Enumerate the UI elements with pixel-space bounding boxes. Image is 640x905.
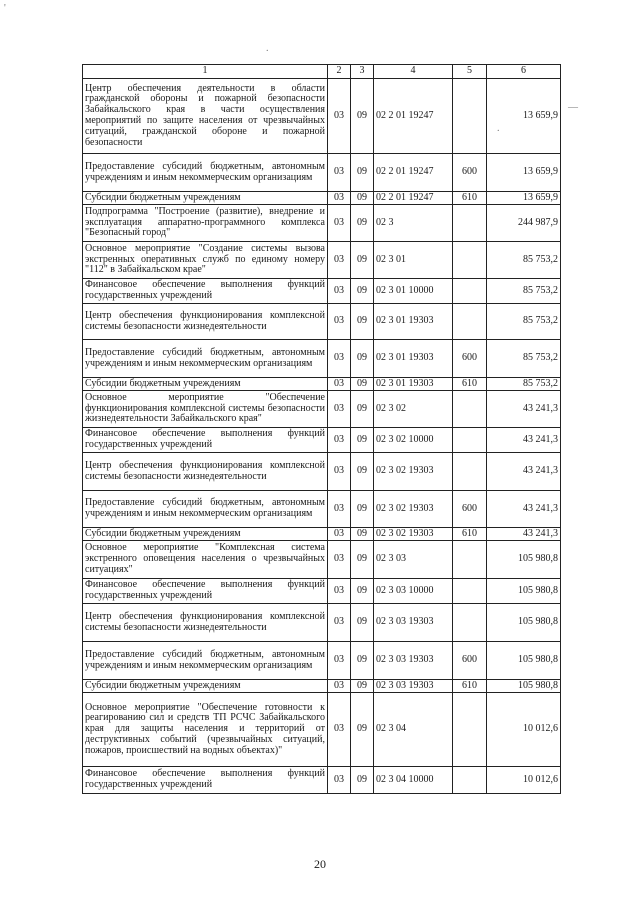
cell-rz: 03 — [328, 378, 351, 391]
cell-pr: 09 — [351, 453, 374, 491]
cell-vr: 610 — [453, 680, 487, 693]
cell-vr — [453, 604, 487, 642]
cell-rz: 03 — [328, 693, 351, 767]
cell-sum: 85 753,2 — [487, 242, 561, 279]
cell-name: Предоставление субсидий бюджетным, автономным учреждениям и иным некоммерческим организациям — [83, 642, 328, 680]
cell-rz: 03 — [328, 642, 351, 680]
table-row — [83, 453, 561, 491]
cell-csr: 02 3 — [374, 205, 453, 242]
cell-rz: 03 — [328, 154, 351, 192]
cell-pr: 09 — [351, 154, 374, 192]
cell-name: Предоставление субсидий бюджетным, автономным учреждениям и иным некоммерческим организациям — [83, 340, 328, 378]
table-row — [83, 391, 561, 428]
cell-rz: 03 — [328, 242, 351, 279]
header-cell: 5 — [453, 65, 487, 79]
cell-pr: 09 — [351, 378, 374, 391]
cell-csr: 02 3 03 19303 — [374, 642, 453, 680]
cell-name: Финансовое обеспечение выполнения функций государственных учреждений — [83, 579, 328, 604]
cell-vr: 600 — [453, 642, 487, 680]
table-row — [83, 693, 561, 767]
cell-csr: 02 3 02 19303 — [374, 491, 453, 528]
cell-csr: 02 2 01 19247 — [374, 79, 453, 154]
cell-sum: 105 980,8 — [487, 642, 561, 680]
table-row — [83, 279, 561, 304]
cell-csr: 02 3 01 19303 — [374, 304, 453, 340]
table-row — [83, 205, 561, 242]
cell-sum: 43 241,3 — [487, 391, 561, 428]
table-row — [83, 541, 561, 579]
cell-pr: 09 — [351, 242, 374, 279]
cell-name: Финансовое обеспечение выполнения функций государственных учреждений — [83, 428, 328, 453]
cell-name: Финансовое обеспечение выполнения функций государственных учреждений — [83, 767, 328, 794]
scan-speck: — — [568, 102, 578, 113]
cell-sum: 85 753,2 — [487, 340, 561, 378]
cell-csr: 02 3 01 10000 — [374, 279, 453, 304]
cell-sum: 13 659,9 — [487, 192, 561, 205]
cell-rz: 03 — [328, 391, 351, 428]
cell-name: Предоставление субсидий бюджетным, автономным учреждениям и иным некоммерческим организациям — [83, 491, 328, 528]
cell-csr: 02 3 02 19303 — [374, 528, 453, 541]
cell-rz: 03 — [328, 205, 351, 242]
cell-vr — [453, 391, 487, 428]
cell-csr: 02 3 02 — [374, 391, 453, 428]
cell-name: Основное мероприятие "Обеспечение функционирования комплексной системы безопасности жизнедеятельности Забайкальского края" — [83, 391, 328, 428]
header-cell: 6 — [487, 65, 561, 79]
cell-name: Подпрограмма "Построение (развитие), внедрение и эксплуатация аппаратно-программного комплекса "Безопасный город" — [83, 205, 328, 242]
cell-sum: 105 980,8 — [487, 604, 561, 642]
cell-pr: 09 — [351, 579, 374, 604]
cell-vr — [453, 541, 487, 579]
cell-vr — [453, 579, 487, 604]
cell-name: Основное мероприятие "Создание системы вызова экстренных оперативных служб по единому номеру "112" в Забайкальском крае" — [83, 242, 328, 279]
table-row — [83, 192, 561, 205]
cell-pr: 09 — [351, 528, 374, 541]
cell-sum: 43 241,3 — [487, 453, 561, 491]
cell-rz: 03 — [328, 541, 351, 579]
cell-vr: 600 — [453, 340, 487, 378]
cell-rz: 03 — [328, 304, 351, 340]
cell-name: Основное мероприятие "Обеспечение готовности к реагированию сил и средств ТП РСЧС Забайкальского края для защиты населения и территорий от деструктивных событий (чрезвычайных ситуаций, пожаров, происшествий на водных объектах)" — [83, 693, 328, 767]
cell-csr: 02 3 01 19303 — [374, 378, 453, 391]
cell-csr: 02 3 03 19303 — [374, 680, 453, 693]
table-row — [83, 428, 561, 453]
cell-sum: 85 753,2 — [487, 304, 561, 340]
cell-vr: 600 — [453, 154, 487, 192]
header-cell: 3 — [351, 65, 374, 79]
cell-csr: 02 2 01 19247 — [374, 192, 453, 205]
cell-pr: 09 — [351, 491, 374, 528]
cell-pr: 09 — [351, 192, 374, 205]
table-row — [83, 642, 561, 680]
cell-sum: 10 012,6 — [487, 693, 561, 767]
table-row — [83, 154, 561, 192]
cell-name: Центр обеспечения функционирования комплексной системы безопасности жизнедеятельности — [83, 604, 328, 642]
cell-pr: 09 — [351, 340, 374, 378]
cell-vr — [453, 304, 487, 340]
table-row — [83, 340, 561, 378]
cell-name: Центр обеспечения функционирования комплексной системы безопасности жизнедеятельности — [83, 453, 328, 491]
table-row — [83, 491, 561, 528]
cell-vr: 600 — [453, 491, 487, 528]
cell-vr — [453, 767, 487, 794]
budget-table — [82, 64, 561, 794]
cell-sum: 105 980,8 — [487, 680, 561, 693]
cell-sum: 13 659,9 — [487, 154, 561, 192]
table-row — [83, 79, 561, 154]
cell-rz: 03 — [328, 453, 351, 491]
scan-speck: . — [266, 43, 269, 54]
cell-name: Субсидии бюджетным учреждениям — [83, 192, 328, 205]
cell-csr: 02 3 01 19303 — [374, 340, 453, 378]
table-row — [83, 579, 561, 604]
cell-rz: 03 — [328, 767, 351, 794]
cell-pr: 09 — [351, 391, 374, 428]
cell-name: Субсидии бюджетным учреждениям — [83, 680, 328, 693]
cell-vr — [453, 279, 487, 304]
cell-csr: 02 3 04 10000 — [374, 767, 453, 794]
table-row — [83, 242, 561, 279]
table-body — [83, 79, 561, 794]
cell-rz: 03 — [328, 680, 351, 693]
cell-name: Центр обеспечения функционирования комплексной системы безопасности жизнедеятельности — [83, 304, 328, 340]
table-row — [83, 528, 561, 541]
cell-sum: 105 980,8 — [487, 541, 561, 579]
cell-pr: 09 — [351, 604, 374, 642]
cell-csr: 02 2 01 19247 — [374, 154, 453, 192]
cell-pr: 09 — [351, 79, 374, 154]
cell-csr: 02 3 03 19303 — [374, 604, 453, 642]
cell-name: Финансовое обеспечение выполнения функций государственных учреждений — [83, 279, 328, 304]
cell-rz: 03 — [328, 279, 351, 304]
cell-vr — [453, 79, 487, 154]
page-number: 20 — [314, 857, 326, 871]
cell-rz: 03 — [328, 528, 351, 541]
cell-csr: 02 3 03 10000 — [374, 579, 453, 604]
cell-rz: 03 — [328, 79, 351, 154]
table-row — [83, 378, 561, 391]
cell-sum: 10 012,6 — [487, 767, 561, 794]
cell-rz: 03 — [328, 579, 351, 604]
cell-name: Центр обеспечения деятельности в области гражданской обороны и пожарной безопасности Забайкальского края в части осуществления мероприятий по защите населения от чрезвычайных ситуаций, гражданской обороне и пожарной безопасности — [83, 79, 328, 154]
cell-csr: 02 3 01 — [374, 242, 453, 279]
cell-csr: 02 3 03 — [374, 541, 453, 579]
cell-rz: 03 — [328, 491, 351, 528]
cell-sum: 43 241,3 — [487, 428, 561, 453]
cell-name: Предоставление субсидий бюджетным, автономным учреждениям и иным некоммерческим организациям — [83, 154, 328, 192]
cell-pr: 09 — [351, 205, 374, 242]
cell-rz: 03 — [328, 428, 351, 453]
header-cell: 4 — [374, 65, 453, 79]
cell-sum: 85 753,2 — [487, 279, 561, 304]
cell-vr — [453, 205, 487, 242]
cell-pr: 09 — [351, 642, 374, 680]
header-cell: 2 — [328, 65, 351, 79]
cell-vr: 610 — [453, 528, 487, 541]
cell-csr: 02 3 04 — [374, 693, 453, 767]
cell-sum: 85 753,2 — [487, 378, 561, 391]
cell-rz: 03 — [328, 192, 351, 205]
cell-vr: 610 — [453, 192, 487, 205]
cell-sum: 43 241,3 — [487, 528, 561, 541]
table-row — [83, 604, 561, 642]
table-row — [83, 680, 561, 693]
table-row — [83, 304, 561, 340]
cell-csr: 02 3 02 19303 — [374, 453, 453, 491]
cell-csr: 02 3 02 10000 — [374, 428, 453, 453]
table-header-row — [83, 65, 561, 79]
cell-sum: 244 987,9 — [487, 205, 561, 242]
cell-name: Субсидии бюджетным учреждениям — [83, 378, 328, 391]
cell-pr: 09 — [351, 279, 374, 304]
cell-pr: 09 — [351, 428, 374, 453]
cell-vr: 610 — [453, 378, 487, 391]
cell-pr: 09 — [351, 693, 374, 767]
cell-sum: 105 980,8 — [487, 579, 561, 604]
cell-name: Основное мероприятие "Комплексная система экстренного оповещения населения о чрезвычайных ситуациях" — [83, 541, 328, 579]
cell-sum: 43 241,3 — [487, 491, 561, 528]
cell-vr — [453, 428, 487, 453]
table-row — [83, 767, 561, 794]
cell-name: Субсидии бюджетным учреждениям — [83, 528, 328, 541]
scan-speck: ' — [4, 3, 6, 14]
cell-pr: 09 — [351, 304, 374, 340]
cell-vr — [453, 693, 487, 767]
cell-rz: 03 — [328, 340, 351, 378]
cell-pr: 09 — [351, 767, 374, 794]
cell-vr — [453, 242, 487, 279]
scan-speck: . — [497, 123, 500, 134]
cell-vr — [453, 453, 487, 491]
cell-pr: 09 — [351, 680, 374, 693]
cell-sum: 13 659,9 — [487, 79, 561, 154]
cell-pr: 09 — [351, 541, 374, 579]
header-cell: 1 — [83, 65, 328, 79]
cell-rz: 03 — [328, 604, 351, 642]
